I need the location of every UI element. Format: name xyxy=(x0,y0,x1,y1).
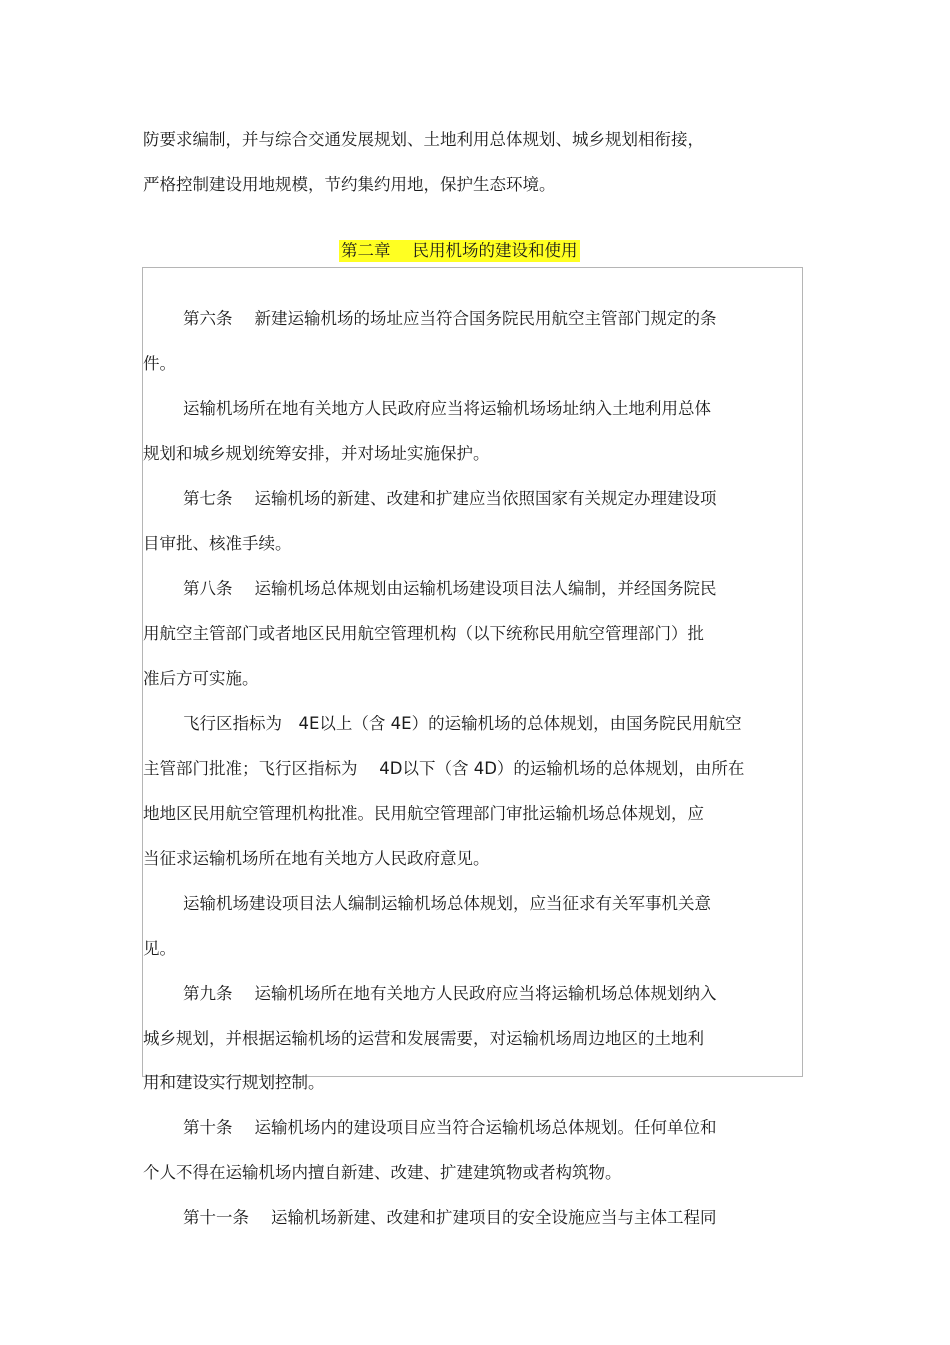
article-8-line-3: 准后方可实施。 xyxy=(143,669,259,688)
article-11-text: 运输机场新建、改建和扩建项目的安全设施应当与主体工程同 xyxy=(271,1208,717,1227)
article-10-text: 运输机场内的建设项目应当符合运输机场总体规划。任何单位和 xyxy=(254,1118,717,1137)
article-11-line-1 xyxy=(183,1207,717,1229)
article-9-line-2: 城乡规划，并根据运输机场的运营和发展需要，对运输机场周边地区的土地利 xyxy=(143,1029,704,1048)
article-7-text: 运输机场的新建、改建和扩建应当依照国家有关规定办理建设项 xyxy=(254,489,717,508)
chapter-heading xyxy=(339,240,580,262)
article-6-para2-line-1: 运输机场所在地有关地方人民政府应当将运输机场场址纳入土地利用总体 xyxy=(183,399,711,418)
article-10-line-2: 个人不得在运输机场内擅自新建、改建、扩建建筑物或者构筑物。 xyxy=(143,1163,622,1182)
intro-line-1: 防要求编制，并与综合交通发展规划、土地利用总体规划、城乡规划相衔接， xyxy=(143,130,704,149)
article-6-label: 第六条 xyxy=(183,309,233,328)
article-6-text: 新建运输机场的场址应当符合国务院民用航空主管部门规定的条 xyxy=(254,309,717,328)
article-7-label: 第七条 xyxy=(183,489,233,508)
article-11-label: 第十一条 xyxy=(183,1208,249,1227)
article-10-label: 第十条 xyxy=(183,1118,233,1137)
article-8-label: 第八条 xyxy=(183,579,233,598)
article-7-line-2: 目审批、核准手续。 xyxy=(143,534,292,553)
article-9-line-1 xyxy=(183,983,717,1005)
article-6-line-1 xyxy=(183,308,717,330)
article-8-line-1 xyxy=(183,578,717,600)
article-9-line-3: 用和建设实行规划控制。 xyxy=(143,1073,325,1092)
intro-line-2: 严格控制建设用地规模，节约集约用地，保护生态环境。 xyxy=(143,175,556,194)
article-8-para3-line-2: 见。 xyxy=(143,939,176,958)
article-8-text: 运输机场总体规划由运输机场建设项目法人编制，并经国务院民 xyxy=(254,579,717,598)
article-7-line-1 xyxy=(183,488,717,510)
article-6-line-2: 件。 xyxy=(143,354,176,373)
article-10-line-1 xyxy=(183,1117,717,1139)
chapter-title: 民用机场的建设和使用 xyxy=(412,241,578,260)
article-8-para2-line-4: 当征求运输机场所在地有关地方人民政府意见。 xyxy=(143,849,490,868)
article-8-line-2: 用航空主管部门或者地区民用航空管理机构（以下统称民用航空管理部门）批 xyxy=(143,624,704,643)
chapter-number: 第二章 xyxy=(341,241,391,260)
article-8-para2-line-2: 主管部门批准；飞行区指标为 4D以下（含 4D）的运输机场的总体规划，由所在 xyxy=(143,759,745,778)
article-9-text: 运输机场所在地有关地方人民政府应当将运输机场总体规划纳入 xyxy=(254,984,717,1003)
article-6-para2-line-2: 规划和城乡规划统筹安排，并对场址实施保护。 xyxy=(143,444,490,463)
article-8-para3-line-1: 运输机场建设项目法人编制运输机场总体规划，应当征求有关军事机关意 xyxy=(183,894,711,913)
article-8-para2-line-1: 飞行区指标为 4E以上（含 4E）的运输机场的总体规划，由国务院民用航空 xyxy=(183,714,742,733)
article-8-para2-line-3: 地地区民用航空管理机构批准。民用航空管理部门审批运输机场总体规划，应 xyxy=(143,804,704,823)
article-9-label: 第九条 xyxy=(183,984,233,1003)
